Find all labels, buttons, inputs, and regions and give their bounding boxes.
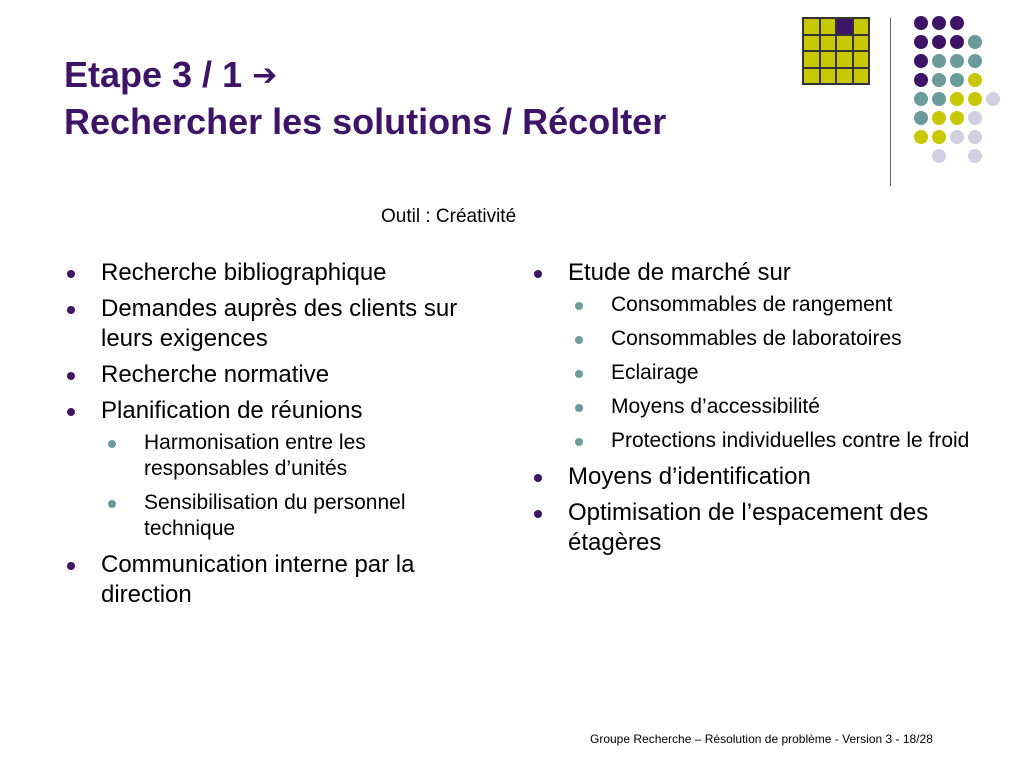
dot — [950, 16, 964, 30]
arrow-right-icon: ➔ — [252, 59, 278, 92]
sub-list — [568, 292, 982, 454]
dot — [986, 92, 1000, 106]
logo-cell-highlight — [836, 18, 853, 35]
slide-footer: Groupe Recherche – Résolution de problème - Version 3 - 18/28 — [590, 732, 933, 746]
list-item — [532, 498, 982, 558]
left-bullet-column — [65, 258, 485, 616]
dot — [932, 54, 946, 68]
dot — [968, 35, 982, 49]
list-item-text: Demandes auprès des clients sur leurs exigences — [101, 295, 458, 352]
dot — [932, 73, 946, 87]
sub-list — [101, 430, 485, 542]
list-item-text: Etude de marché sur — [568, 259, 791, 286]
dot — [968, 92, 982, 106]
right-bullet-list — [532, 258, 982, 558]
dot — [950, 73, 964, 87]
list-item — [65, 396, 485, 542]
list-item — [65, 360, 485, 390]
sub-list-item: Protections individuelles contre le froid — [572, 428, 982, 454]
logo-cell — [836, 68, 853, 85]
dot — [932, 35, 946, 49]
list-item — [65, 294, 485, 354]
logo-cell — [853, 18, 870, 35]
title-step: Etape 3 / 1 — [64, 54, 243, 95]
dot — [968, 73, 982, 87]
logo-cell — [820, 51, 837, 68]
dot — [968, 149, 982, 163]
sub-list-item: Consommables de rangement — [572, 292, 982, 318]
list-item-text: Recherche normative — [101, 361, 330, 388]
dot — [914, 111, 928, 125]
title-line-2: Rechercher les solutions / Récolter — [64, 101, 667, 142]
list-item-text: Communication interne par la direction — [101, 551, 415, 608]
dot — [968, 130, 982, 144]
logo-cell — [803, 35, 820, 52]
dot — [932, 111, 946, 125]
dot — [950, 111, 964, 125]
logo-cell — [853, 51, 870, 68]
dot — [950, 130, 964, 144]
right-bullet-column — [532, 258, 982, 564]
slide-title — [64, 52, 844, 145]
grid-logo-icon — [802, 17, 870, 85]
dot — [950, 35, 964, 49]
logo-cell — [820, 18, 837, 35]
dot — [932, 130, 946, 144]
dot — [914, 73, 928, 87]
logo-cell — [853, 68, 870, 85]
left-bullet-list — [65, 258, 485, 610]
list-item — [65, 258, 485, 288]
dot — [968, 54, 982, 68]
logo-divider — [890, 18, 891, 186]
sub-list-item: Moyens d’accessibilité — [572, 394, 982, 420]
dot — [914, 54, 928, 68]
logo-cell — [836, 51, 853, 68]
tool-subtitle: Outil : Créativité — [381, 206, 517, 227]
list-item-text: Recherche bibliographique — [101, 259, 387, 286]
logo-cell — [820, 35, 837, 52]
logo-cell — [836, 35, 853, 52]
sub-list-item: Harmonisation entre les responsables d’unités — [105, 430, 485, 482]
list-item-text: Moyens d’identification — [568, 463, 811, 490]
logo-cell — [803, 68, 820, 85]
list-item-text: Planification de réunions — [101, 397, 363, 424]
list-item-text: Optimisation de l’espacement des étagères — [568, 499, 929, 556]
list-item — [532, 462, 982, 492]
dot — [932, 149, 946, 163]
dot — [968, 111, 982, 125]
dot — [950, 92, 964, 106]
logo-cell — [803, 18, 820, 35]
dot — [932, 92, 946, 106]
dot — [914, 130, 928, 144]
dot — [914, 92, 928, 106]
dot — [914, 16, 928, 30]
list-item — [532, 258, 982, 454]
logo-cell — [853, 35, 870, 52]
logo-cell — [803, 51, 820, 68]
sub-list-item: Eclairage — [572, 360, 982, 386]
title-line-1 — [64, 52, 844, 99]
dot — [932, 16, 946, 30]
sub-list-item: Consommables de laboratoires — [572, 326, 982, 352]
sub-list-item: Sensibilisation du personnel technique — [105, 490, 485, 542]
list-item — [65, 550, 485, 610]
dot — [914, 35, 928, 49]
logo-cell — [820, 68, 837, 85]
dot — [950, 54, 964, 68]
